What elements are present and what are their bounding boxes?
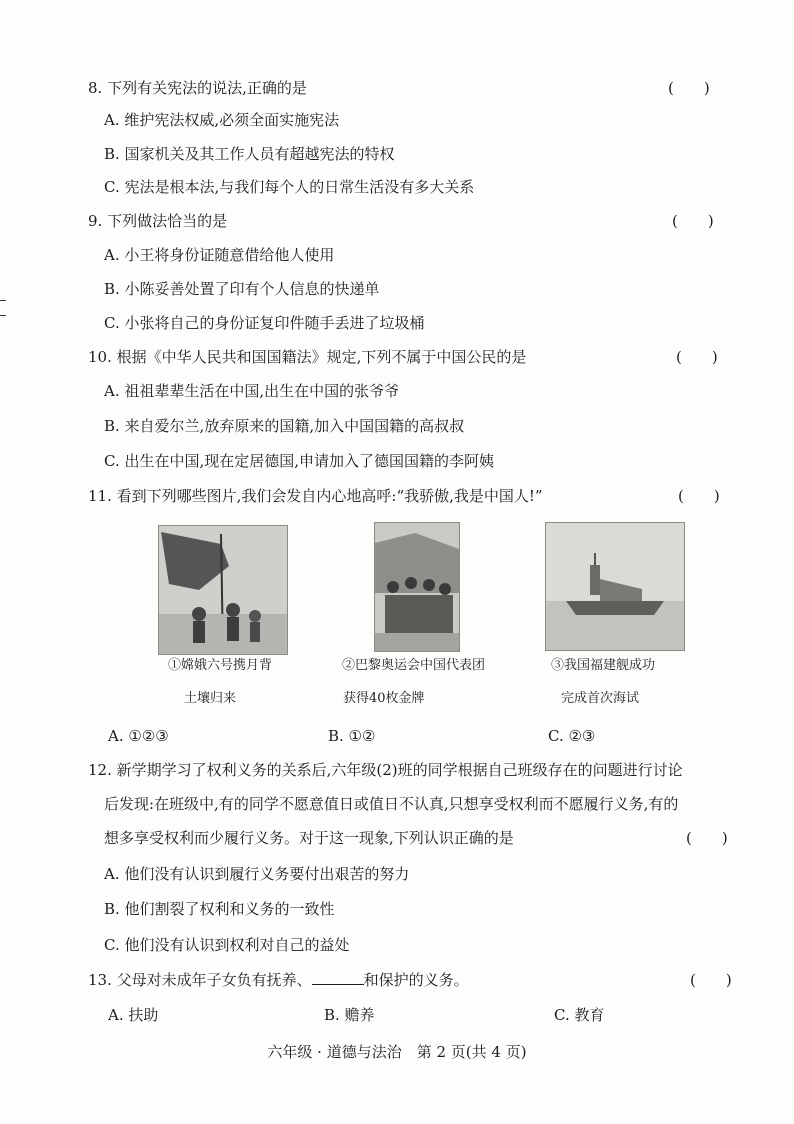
image-3-caption-line2: 完成首次海试 (561, 691, 640, 706)
question-10-answer-paren: ( ) (676, 348, 718, 366)
binding-margin-mark (0, 300, 6, 316)
question-13-option-b: B. 赡养 (324, 1006, 375, 1024)
page-footer: 六年级 · 道德与法治 第 2 页(共 4 页) (267, 1043, 527, 1061)
question-12-option-c: C. 他们没有认识到权利对自己的益处 (104, 936, 350, 954)
question-12-stem-line1: 12. 新学期学习了权利义务的关系后,六年级(2)班的同学根据自己班级存在的问题进行讨论 (88, 761, 683, 779)
question-12-option-b: B. 他们割裂了权利和义务的一致性 (104, 900, 335, 918)
image-2-caption-line1: ②巴黎奥运会中国代表团 (342, 658, 486, 673)
question-8-stem: 8. 下列有关宪法的说法,正确的是 (88, 79, 307, 97)
question-13-fill-blank (312, 970, 364, 985)
question-8-option-a: A. 维护宪法权威,必须全面实施宪法 (104, 111, 340, 129)
question-13-option-a: A. 扶助 (108, 1006, 159, 1024)
image-1-caption-line1: ①嫦娥六号携月背 (168, 658, 273, 673)
question-9-option-c: C. 小张将自己的身份证复印件随手丢进了垃圾桶 (104, 314, 425, 332)
question-13-answer-paren: ( ) (690, 971, 732, 989)
question-12-stem-line2: 后发现:在班级中,有的同学不愿意值日或值日不认真,只想享受权利而不愿履行义务,有的 (104, 795, 679, 813)
team-photo (374, 522, 460, 652)
question-13-option-c: C. 教育 (554, 1006, 605, 1024)
question-12-option-a: A. 他们没有认识到履行义务要付出艰苦的努力 (104, 865, 410, 883)
question-11-option-b: B. ①② (328, 727, 376, 745)
question-9-answer-paren: ( ) (672, 212, 714, 230)
question-10-stem: 10. 根据《中华人民共和国国籍法》规定,下列不属于中国公民的是 (88, 348, 527, 366)
question-12-answer-paren: ( ) (686, 829, 728, 847)
question-8-option-c: C. 宪法是根本法,与我们每个人的日常生活没有多大关系 (104, 178, 475, 196)
question-13-stem (88, 970, 469, 990)
question-10-option-b: B. 来自爱尔兰,放弃原来的国籍,加入中国国籍的高叔叔 (104, 417, 465, 435)
flag-photo (158, 525, 288, 655)
question-11-stem: 11. 看到下列哪些图片,我们会发自内心地高呼:“我骄傲,我是中国人!” (88, 487, 543, 505)
question-9-option-a: A. 小王将身份证随意借给他人使用 (104, 246, 335, 264)
question-9-stem: 9. 下列做法恰当的是 (88, 212, 228, 230)
question-10-option-a: A. 祖祖辈辈生活在中国,出生在中国的张爷爷 (104, 382, 400, 400)
question-8-answer-paren: ( ) (668, 79, 710, 97)
question-8-option-b: B. 国家机关及其工作人员有超越宪法的特权 (104, 145, 395, 163)
question-11-option-c: C. ②③ (548, 727, 596, 745)
image-1-caption-line2: 土壤归来 (184, 691, 237, 706)
question-12-stem-line3: 想多享受权利而少履行义务。对于这一现象,下列认识正确的是 (104, 829, 514, 847)
question-11-option-a: A. ①②③ (108, 727, 169, 745)
image-2-caption-line2: 获得40枚金牌 (343, 691, 425, 706)
question-13-stem-before: 13. 父母对未成年子女负有抚养、 (88, 971, 312, 989)
question-10-option-c: C. 出生在中国,现在定居德国,申请加入了德国国籍的李阿姨 (104, 452, 495, 470)
question-9-option-b: B. 小陈妥善处置了印有个人信息的快递单 (104, 280, 380, 298)
question-11-answer-paren: ( ) (678, 487, 720, 505)
question-13-stem-after: 和保护的义务。 (363, 971, 469, 989)
ship-photo (545, 522, 685, 651)
image-3-caption-line1: ③我国福建舰成功 (551, 658, 656, 673)
